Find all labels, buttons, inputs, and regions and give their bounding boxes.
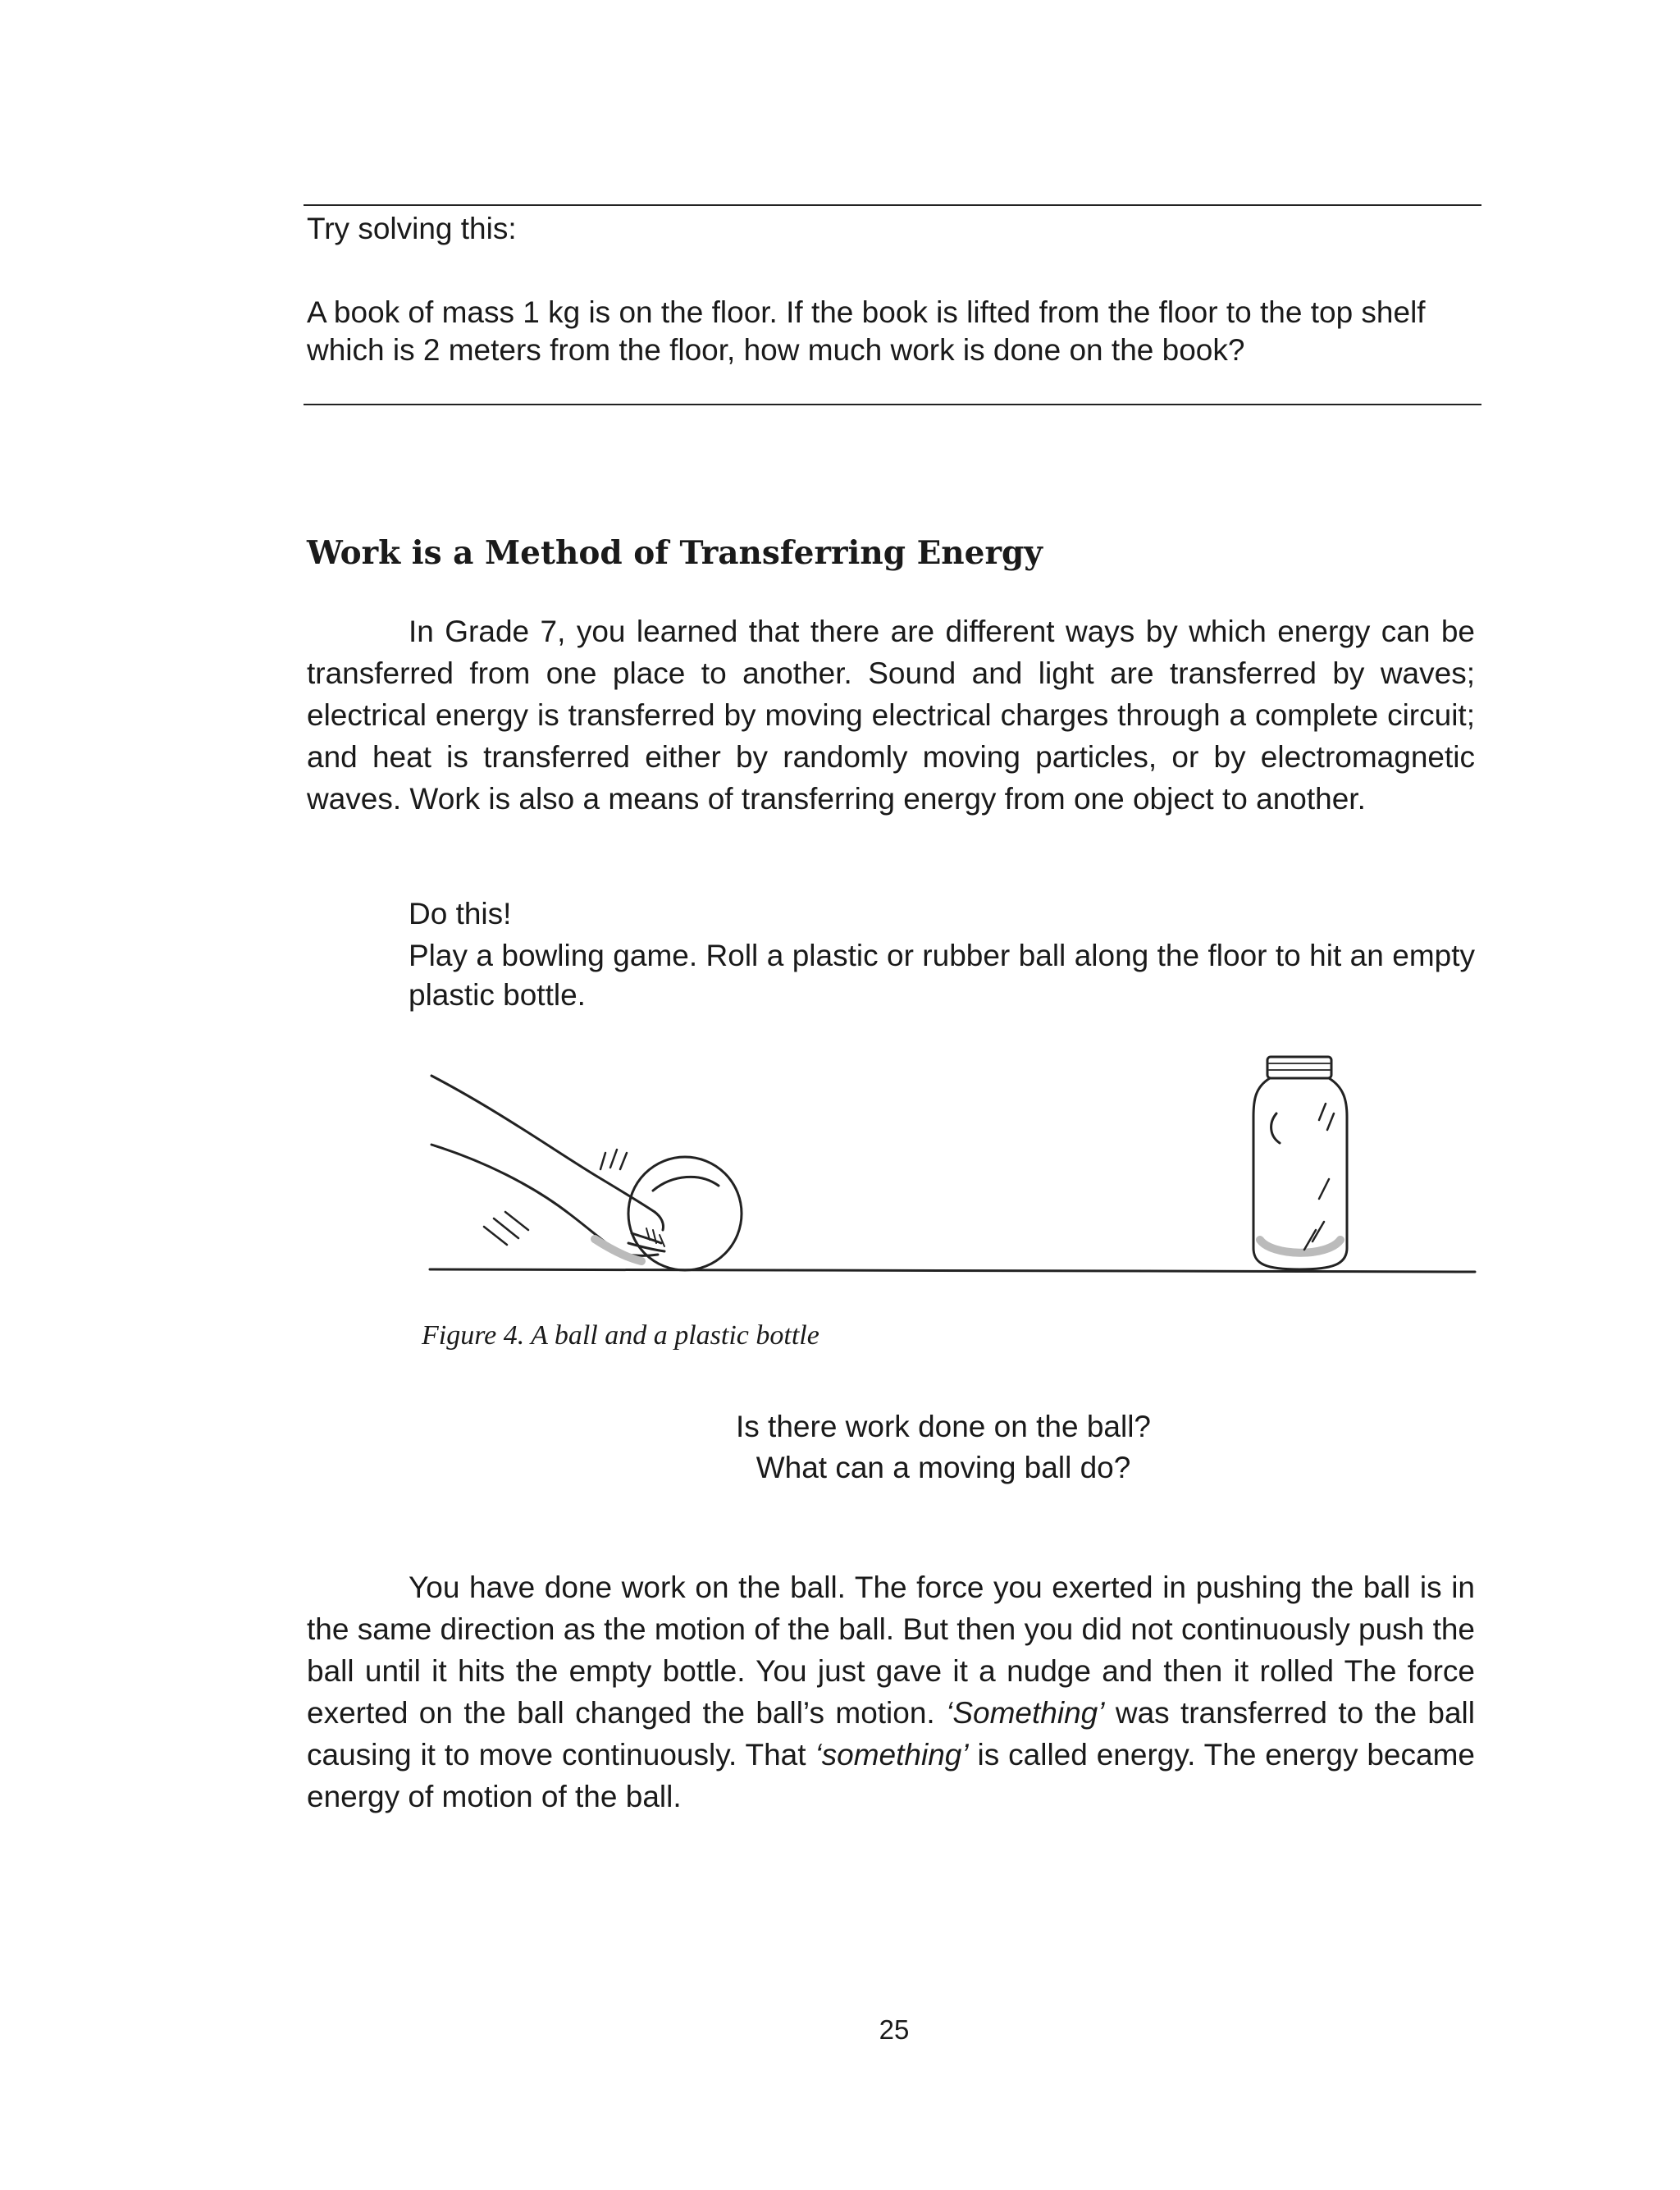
ball-and-bottle-illustration bbox=[427, 1054, 1485, 1292]
bottle-cap bbox=[1267, 1057, 1331, 1078]
motion-lines-left bbox=[484, 1212, 528, 1245]
bottle-body bbox=[1253, 1078, 1347, 1269]
reflection-questions bbox=[623, 1406, 1263, 1488]
figure-caption: Figure 4. A ball and a plastic bottle bbox=[422, 1320, 819, 1351]
motion-lines-top bbox=[600, 1150, 627, 1169]
explanation-text-3: is called energy. The energy became energy of motion of the ball. bbox=[307, 1738, 1475, 1813]
section-title: Work is a Method of Transferring Energy bbox=[307, 534, 1043, 572]
question-moving-ball: What can a moving ball do? bbox=[756, 1451, 1131, 1484]
box-bottom-rule bbox=[304, 404, 1481, 405]
try-solving-problem: A book of mass 1 kg is on the floor. If the book is lifted from the floor to the top shelf which is 2 meters from the floor, how much work is done on the book? bbox=[307, 295, 1426, 367]
activity-instruction: Play a bowling game. Roll a plastic or rubber ball along the floor to hit an empty plastic bottle. bbox=[409, 939, 1475, 1012]
ball-highlight bbox=[653, 1177, 719, 1191]
page-number: 25 bbox=[879, 2014, 910, 2045]
try-solving-heading: Try solving this: bbox=[307, 212, 517, 245]
intro-paragraph: In Grade 7, you learned that there are different ways by which energy can be transferred from one place to another. Sound and light are transferred by waves; electrical energy is transferred by moving electrical charges through a complete circuit; and heat is transferred either by randomly moving particles, or by electromagnetic waves. Work is also a means of transferring energy from one object to another. bbox=[307, 615, 1475, 816]
hand-shading bbox=[595, 1239, 641, 1261]
explanation-emphasis-2: ‘something’ bbox=[815, 1738, 969, 1772]
ball bbox=[628, 1157, 742, 1270]
bottle-shading bbox=[1260, 1240, 1340, 1253]
bottle-cap-threads bbox=[1269, 1063, 1330, 1070]
question-work-done: Is there work done on the ball? bbox=[736, 1410, 1151, 1443]
box-top-rule bbox=[304, 204, 1481, 206]
explanation-emphasis-1: ‘Something’ bbox=[946, 1696, 1105, 1730]
activity-label: Do this! bbox=[409, 897, 512, 930]
arm-upper-outline bbox=[431, 1076, 655, 1212]
bottle-reflection-top bbox=[1271, 1113, 1280, 1143]
bottle-reflection-marks bbox=[1304, 1104, 1334, 1250]
explanation-text-2: was transferred to the ball causing it to move continuously. That bbox=[307, 1696, 1476, 1772]
explanation-text-1: You have done work on the ball. The force you exerted in pushing the ball is in the same direction as the motion of the ball. But then you did not continuously push the ball until it hits the empty bottle. You just gave it a nudge and then it rolled The force exerted on the ball changed the ball’s motion. bbox=[307, 1570, 1475, 1730]
explanation-paragraph bbox=[307, 1566, 1475, 1817]
